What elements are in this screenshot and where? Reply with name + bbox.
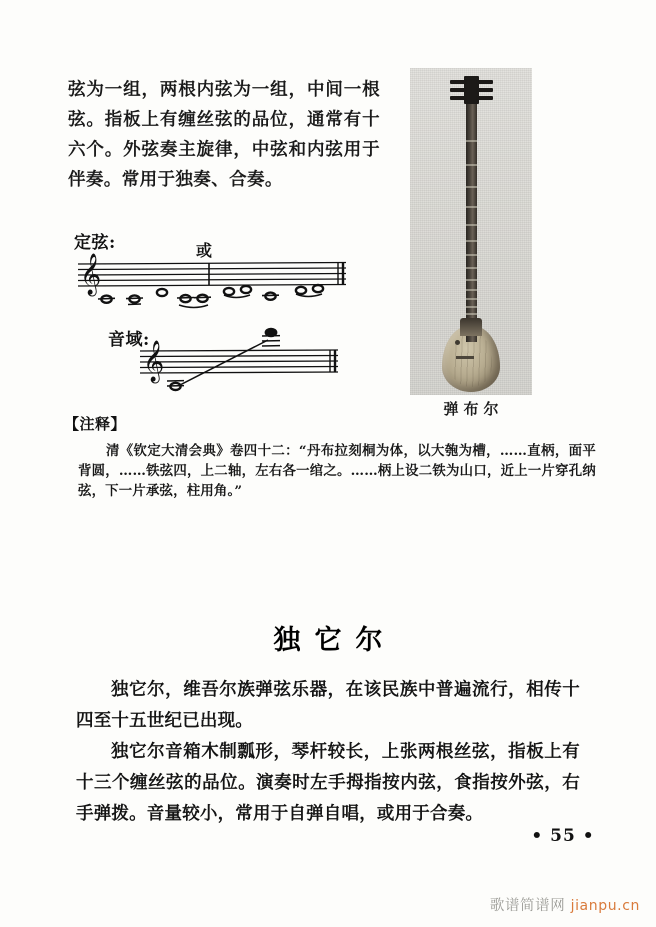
tuning-staff [78, 254, 346, 314]
tuning-peg-icon [450, 88, 467, 92]
fret-mark [466, 164, 477, 166]
tuning-peg-icon [450, 96, 467, 100]
fret-mark [466, 306, 477, 308]
fret-mark [466, 140, 477, 142]
fret-mark [466, 267, 477, 269]
section-heading: 独它尔 [273, 625, 397, 656]
body-paragraph: 独它尔音箱木制瓢形，琴杆较长，上张两根丝弦，指板上有十三个缠丝弦的品位。演奏时左手拇指按内弦，食指按外弦，右手弹拨。音量较小，常用于自弹自唱，或用于合奏。 [76, 742, 580, 824]
range-staff [140, 341, 338, 400]
fret-mark [466, 186, 477, 188]
bridge [456, 356, 474, 359]
intro-paragraph: 弦为一组，两根内弦为一组，中间一根弦。指板上有缠丝弦的品位，通常有十六个。外弦奏主旋律，中弦和内弦用于伴奏。常用于独奏、合奏。 [68, 80, 380, 190]
instrument-photo [410, 68, 532, 395]
fret-mark [466, 224, 477, 226]
fret-mark [466, 254, 477, 256]
svg-text:𝄞: 𝄞 [143, 341, 165, 382]
sound-hole [455, 340, 460, 345]
tuning-peg-icon [476, 96, 493, 100]
watermark-site-url: jianpu.cn [570, 898, 640, 914]
alternative-label: 或 [196, 241, 213, 260]
site-watermark [490, 894, 640, 915]
neck-joint [460, 318, 482, 336]
footnote-heading: 【注释】 [64, 415, 127, 433]
fret-mark [466, 206, 477, 208]
fret-mark [466, 240, 477, 242]
fret-mark [466, 289, 477, 291]
fret-mark [466, 298, 477, 300]
tuning-peg-icon [476, 88, 493, 92]
footnote-text: 清《钦定大清会典》卷四十二：“丹布拉刻桐为体，以大匏为槽，……直柄，面平背圆，……铁弦四，上二轴，左右各一绾之。……柄上设二铁为山口，近上一片穿孔纳弦，下一片承弦，柱用角。” [78, 443, 596, 499]
page-number: • 55 • [531, 826, 595, 846]
photo-caption: 弹布尔 [443, 400, 504, 418]
tuning-label: 定弦: [74, 233, 116, 253]
watermark-site-name: 歌谱简谱网 [489, 898, 566, 914]
photo-frame [410, 68, 532, 395]
fret-mark [466, 313, 477, 315]
range-label: 音域: [108, 330, 150, 350]
tuning-peg-icon [450, 80, 467, 84]
body-paragraph: 独它尔，维吾尔族弹弦乐器，在该民族中普遍流行，相传十四至十五世纪已出现。 [76, 680, 580, 731]
fret-mark [466, 279, 477, 281]
tuning-peg-icon [476, 80, 493, 84]
svg-text:𝄞: 𝄞 [80, 254, 102, 295]
